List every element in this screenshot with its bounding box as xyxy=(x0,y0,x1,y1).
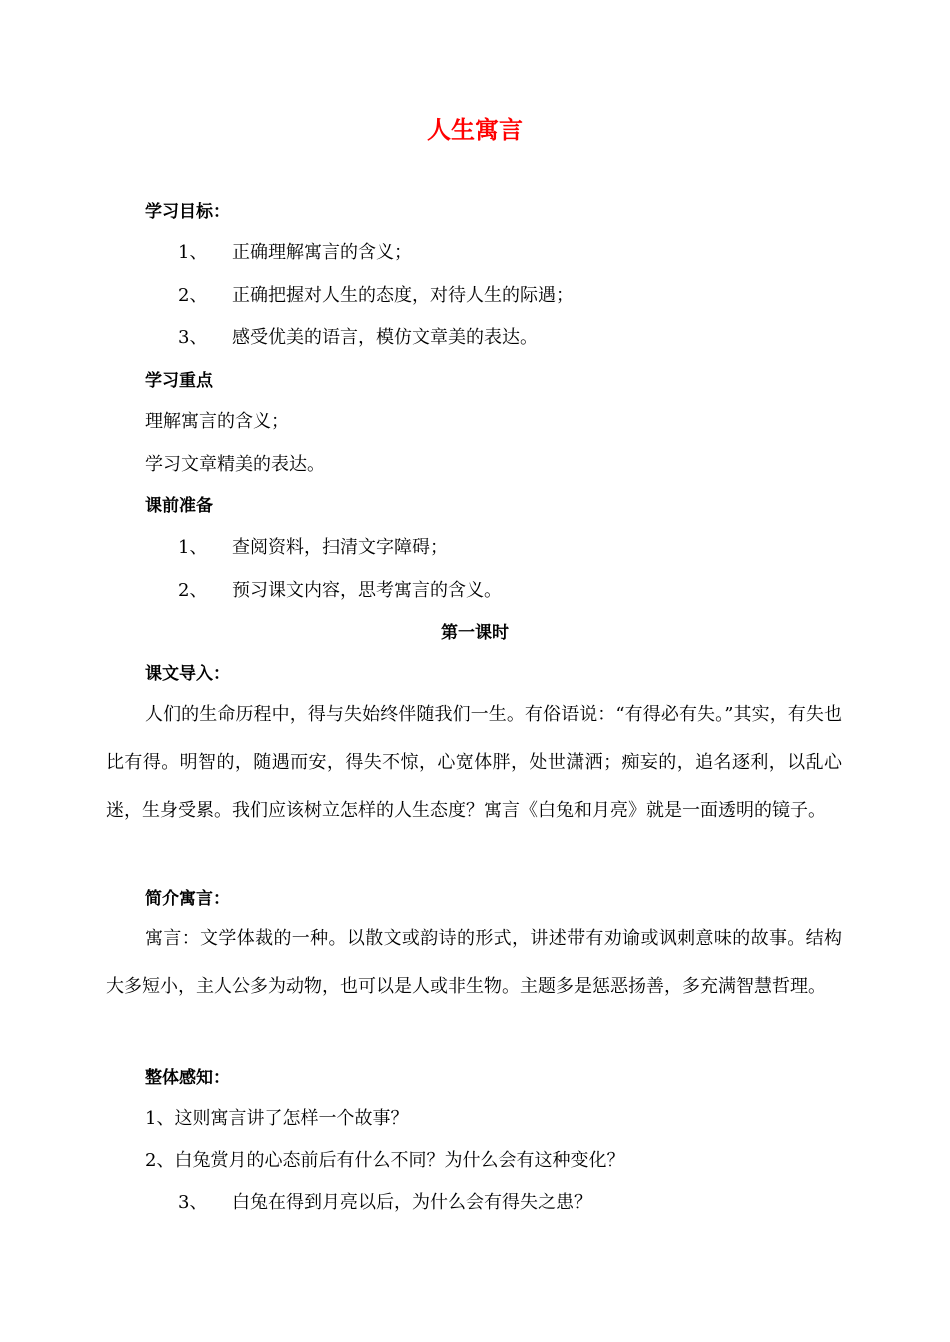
fable-paragraph: 寓言：文学体裁的一种。以散文或韵诗的形式，讲述带有劝谕或讽刺意味的故事。结构大多短小，主人公多为动物，也可以是人或非生物。主题多是惩恶扬善，多充满智慧哲理。 xyxy=(106,928,842,997)
prep-1-number: 1、 xyxy=(178,537,208,558)
focus-heading: 学习重点 xyxy=(145,371,213,391)
question-2: 2、白兔赏月的心态前后有什么不同？为什么会有这种变化？ xyxy=(145,1150,625,1171)
goals-heading: 学习目标： xyxy=(145,202,230,222)
prep-2-number: 2、 xyxy=(178,580,208,601)
goal-2-text: 正确把握对人生的态度，对待人生的际遇； xyxy=(232,285,574,306)
prep-2-text: 预习课文内容，思考寓言的含义。 xyxy=(232,580,502,601)
prep-1-text: 查阅资料，扫清文字障碍； xyxy=(232,537,448,558)
overall-heading: 整体感知： xyxy=(145,1068,230,1088)
goal-1-number: 1、 xyxy=(178,242,208,263)
focus-line-2: 学习文章精美的表达。 xyxy=(145,454,325,475)
intro-paragraph: 人们的生命历程中，得与失始终伴随我们一生。有俗语说：“有得必有失。”其实，有失也比有得。明智的，随遇而安，得失不惊，心宽体胖，处世潇洒；痴妄的，追名逐利，以乱心迷，生身受累。我们应该树立怎样的人生态度？寓言《白兔和月亮》就是一面透明的镜子。 xyxy=(106,704,842,821)
goal-3-number: 3、 xyxy=(178,327,208,348)
document-title: 人生寓言 xyxy=(427,116,523,144)
focus-line-1: 理解寓言的含义； xyxy=(145,411,289,432)
intro-heading: 课文导入： xyxy=(145,664,230,684)
goal-3-text: 感受优美的语言，模仿文章美的表达。 xyxy=(232,327,538,348)
prep-heading: 课前准备 xyxy=(145,496,213,516)
question-3-text: 白兔在得到月亮以后，为什么会有得失之患？ xyxy=(232,1192,592,1213)
fable-heading: 简介寓言： xyxy=(145,889,230,909)
goal-2-number: 2、 xyxy=(178,285,208,306)
lesson-heading: 第一课时 xyxy=(441,623,509,643)
question-3-number: 3、 xyxy=(178,1192,208,1213)
goal-1-text: 正确理解寓言的含义； xyxy=(232,242,412,263)
question-1: 1、这则寓言讲了怎样一个故事？ xyxy=(145,1108,409,1129)
